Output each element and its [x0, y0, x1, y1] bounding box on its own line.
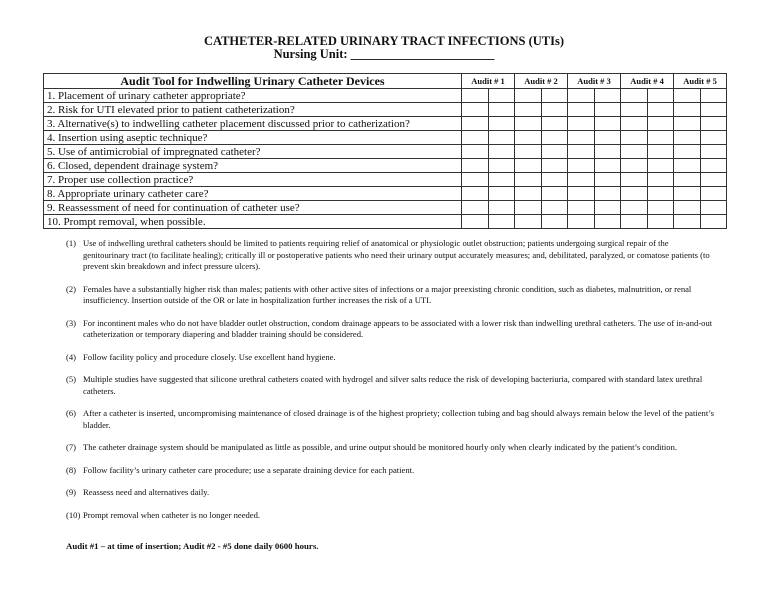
- audit-answer-cell[interactable]: [488, 173, 515, 187]
- audit-answer-cell[interactable]: [647, 103, 674, 117]
- audit-answer-cell[interactable]: [568, 201, 595, 215]
- note-number: (1): [66, 238, 77, 248]
- audit-answer-cell[interactable]: [541, 159, 568, 173]
- audit-answer-cell[interactable]: [541, 215, 568, 229]
- audit-answer-cell[interactable]: [621, 187, 648, 201]
- audit-1-header: Audit # 1: [462, 74, 515, 89]
- question-cell: 7. Proper use collection practice?: [44, 173, 462, 187]
- audit-answer-cell[interactable]: [700, 215, 727, 229]
- audit-answer-cell[interactable]: [541, 89, 568, 103]
- note-item: [66, 238, 716, 273]
- audit-answer-cell[interactable]: [541, 117, 568, 131]
- audit-answer-cell[interactable]: [462, 117, 489, 131]
- table-row: [44, 215, 727, 229]
- note-text: For incontinent males who do not have bladder outlet obstruction, condom drainage appears to be associated with a lower risk than indwelling urethral catheters. The use of in-and-out catheterization or temporary diapering and bladder training should be considered.: [83, 317, 713, 339]
- question-cell: 6. Closed, dependent drainage system?: [44, 159, 462, 173]
- note-text: The catheter drainage system should be manipulated as little as possible, and urine output should be monitored hourly only when clearly indicated by the patient’s condition.: [83, 442, 678, 452]
- note-number: (3): [66, 317, 77, 328]
- audit-answer-cell[interactable]: [568, 145, 595, 159]
- audit-schedule-note: Audit #1 – at time of insertion; Audit #2 - #5 done daily 0600 hours.: [66, 541, 319, 551]
- audit-answer-cell[interactable]: [647, 215, 674, 229]
- note-item: [66, 442, 716, 454]
- note-item: [66, 465, 716, 477]
- audit-answer-cell[interactable]: [462, 173, 489, 187]
- audit-answer-cell[interactable]: [515, 173, 542, 187]
- note-text: Follow facility’s urinary catheter care procedure; use a separate draining device for each patient.: [83, 464, 415, 475]
- table-row: [44, 159, 727, 173]
- table-row: [44, 187, 727, 201]
- note-text: Multiple studies have suggested that silicone urethral catheters coated with hydrogel and silver salts reduce the risk of developing bacteriuria, compared with standard latex urethral catheters.: [83, 374, 703, 396]
- question-cell: 4. Insertion using aseptic technique?: [44, 131, 462, 145]
- audit-answer-cell[interactable]: [488, 201, 515, 215]
- audit-answer-cell[interactable]: [700, 131, 727, 145]
- audit-answer-cell[interactable]: [488, 159, 515, 173]
- audit-answer-cell[interactable]: [594, 117, 621, 131]
- audit-answer-cell[interactable]: [462, 187, 489, 201]
- audit-answer-cell[interactable]: [674, 117, 701, 131]
- audit-answer-cell[interactable]: [515, 131, 542, 145]
- audit-answer-cell[interactable]: [647, 145, 674, 159]
- question-cell: 2. Risk for UTI elevated prior to patient catheterization?: [44, 103, 462, 117]
- note-item: [66, 487, 716, 499]
- question-cell: 8. Appropriate urinary catheter care?: [44, 187, 462, 201]
- audit-answer-cell[interactable]: [541, 173, 568, 187]
- audit-answer-cell[interactable]: [515, 159, 542, 173]
- question-cell: 3. Alternative(s) to indwelling catheter placement discussed prior to catherization?: [44, 117, 462, 131]
- audit-answer-cell[interactable]: [488, 145, 515, 159]
- audit-answer-cell[interactable]: [462, 145, 489, 159]
- audit-answer-cell[interactable]: [700, 145, 727, 159]
- audit-answer-cell[interactable]: [515, 187, 542, 201]
- audit-answer-cell[interactable]: [488, 117, 515, 131]
- audit-answer-cell[interactable]: [515, 103, 542, 117]
- table-title: Audit Tool for Indwelling Urinary Catheter Devices: [44, 74, 462, 89]
- audit-answer-cell[interactable]: [488, 215, 515, 229]
- note-number: (4): [66, 351, 77, 362]
- note-item: [66, 408, 716, 431]
- audit-3-header: Audit # 3: [568, 74, 621, 89]
- nursing-unit-line: Nursing Unit: _______________________: [273, 47, 495, 61]
- audit-answer-cell[interactable]: [674, 131, 701, 145]
- audit-answer-cell[interactable]: [462, 215, 489, 229]
- audit-answer-cell[interactable]: [462, 159, 489, 173]
- audit-answer-cell[interactable]: [462, 103, 489, 117]
- audit-answer-cell[interactable]: [488, 187, 515, 201]
- question-cell: 5. Use of antimicrobial of impregnated catheter?: [44, 145, 462, 159]
- note-text: Use of indwelling urethral catheters should be limited to patients requiring relief of anatomical or physiologic outlet obstruction; patients undergoing surgical repair of the genitourinary tract (to facilitate healing); critically ill or postoperative patients who need their urinary output accurately measures; and, debilitated, paralyzed, or comatose patients (to prevent skin breakdown and infect pressure ulcers).: [83, 238, 710, 271]
- note-number: (2): [66, 283, 77, 294]
- note-number: (6): [66, 408, 77, 418]
- note-text: Reassess need and alternatives daily.: [83, 487, 210, 497]
- audit-answer-cell[interactable]: [488, 103, 515, 117]
- question-cell: 10. Prompt removal, when possible.: [44, 215, 462, 229]
- note-text: Follow facility policy and procedure closely. Use excellent hand hygiene.: [83, 351, 336, 362]
- audit-answer-cell[interactable]: [541, 201, 568, 215]
- audit-answer-cell[interactable]: [594, 201, 621, 215]
- audit-answer-cell[interactable]: [647, 159, 674, 173]
- audit-answer-cell[interactable]: [647, 89, 674, 103]
- audit-answer-cell[interactable]: [541, 187, 568, 201]
- audit-answer-cell[interactable]: [568, 103, 595, 117]
- note-item: [66, 510, 716, 522]
- audit-answer-cell[interactable]: [647, 187, 674, 201]
- audit-answer-cell[interactable]: [488, 89, 515, 103]
- audit-answer-cell[interactable]: [700, 159, 727, 173]
- audit-answer-cell[interactable]: [674, 103, 701, 117]
- audit-answer-cell[interactable]: [647, 173, 674, 187]
- audit-answer-cell[interactable]: [621, 145, 648, 159]
- note-item: [66, 318, 716, 341]
- note-text: Prompt removal when catheter is no longer needed.: [83, 509, 261, 520]
- audit-answer-cell[interactable]: [700, 201, 727, 215]
- audit-answer-cell[interactable]: [674, 201, 701, 215]
- audit-answer-cell[interactable]: [462, 89, 489, 103]
- audit-answer-cell[interactable]: [568, 89, 595, 103]
- audit-answer-cell[interactable]: [674, 145, 701, 159]
- audit-answer-cell[interactable]: [515, 117, 542, 131]
- audit-answer-cell[interactable]: [621, 117, 648, 131]
- audit-answer-cell[interactable]: [621, 215, 648, 229]
- note-text: After a catheter is inserted, uncompromising maintenance of closed drainage is of the highest propriety; collection tubing and bag should always remain below the level of the patient’s bladder.: [83, 408, 714, 430]
- audit-answer-cell[interactable]: [515, 145, 542, 159]
- note-number: (10): [66, 509, 81, 520]
- audit-answer-cell[interactable]: [541, 103, 568, 117]
- audit-answer-cell[interactable]: [541, 145, 568, 159]
- audit-answer-cell[interactable]: [621, 173, 648, 187]
- audit-answer-cell[interactable]: [647, 201, 674, 215]
- audit-answer-cell[interactable]: [700, 89, 727, 103]
- audit-answer-cell[interactable]: [568, 131, 595, 145]
- audit-answer-cell[interactable]: [700, 187, 727, 201]
- note-item: [66, 352, 716, 364]
- audit-5-header: Audit # 5: [674, 74, 727, 89]
- audit-answer-cell[interactable]: [594, 159, 621, 173]
- document-title: CATHETER-RELATED URINARY TRACT INFECTIONS (UTIs): [203, 34, 565, 48]
- audit-4-header: Audit # 4: [621, 74, 674, 89]
- table-row: [44, 201, 727, 215]
- audit-answer-cell[interactable]: [594, 145, 621, 159]
- audit-answer-cell[interactable]: [674, 173, 701, 187]
- audit-answer-cell[interactable]: [462, 201, 489, 215]
- audit-answer-cell[interactable]: [568, 117, 595, 131]
- audit-answer-cell[interactable]: [594, 103, 621, 117]
- audit-answer-cell[interactable]: [700, 103, 727, 117]
- audit-answer-cell[interactable]: [647, 131, 674, 145]
- table-row: [44, 117, 727, 131]
- note-number: (5): [66, 374, 77, 384]
- audit-answer-cell[interactable]: [462, 131, 489, 145]
- audit-answer-cell[interactable]: [674, 159, 701, 173]
- note-item: [66, 374, 716, 397]
- audit-answer-cell[interactable]: [594, 89, 621, 103]
- audit-answer-cell[interactable]: [700, 173, 727, 187]
- table-row: [44, 145, 727, 159]
- audit-answer-cell[interactable]: [674, 89, 701, 103]
- audit-answer-cell[interactable]: [594, 131, 621, 145]
- audit-table: [43, 73, 727, 229]
- audit-answer-cell[interactable]: [568, 173, 595, 187]
- audit-answer-cell[interactable]: [515, 215, 542, 229]
- table-row: [44, 173, 727, 187]
- audit-answer-cell[interactable]: [621, 201, 648, 215]
- audit-answer-cell[interactable]: [674, 215, 701, 229]
- audit-answer-cell[interactable]: [515, 89, 542, 103]
- audit-answer-cell[interactable]: [594, 187, 621, 201]
- audit-answer-cell[interactable]: [621, 103, 648, 117]
- note-number: (9): [66, 487, 77, 497]
- table-row: [44, 103, 727, 117]
- audit-answer-cell[interactable]: [621, 159, 648, 173]
- audit-answer-cell[interactable]: [568, 159, 595, 173]
- note-number: (8): [66, 464, 77, 475]
- audit-answer-cell[interactable]: [568, 187, 595, 201]
- audit-answer-cell[interactable]: [594, 173, 621, 187]
- note-text: Females have a substantially higher risk than males; patients with other active sites of infections or a major preexisting chronic condition, such as diabetes, malnutrition, or renal insufficiency. Insertion outside of the OR or late in hospitalization further increases the risk of a UTI.: [83, 283, 692, 305]
- audit-answer-cell[interactable]: [700, 117, 727, 131]
- question-cell: 1. Placement of urinary catheter appropriate?: [44, 89, 462, 103]
- audit-answer-cell[interactable]: [541, 131, 568, 145]
- audit-answer-cell[interactable]: [647, 117, 674, 131]
- table-row: [44, 131, 727, 145]
- note-number: (7): [66, 442, 77, 452]
- audit-2-header: Audit # 2: [515, 74, 568, 89]
- notes-list: [66, 238, 716, 532]
- audit-answer-cell[interactable]: [594, 215, 621, 229]
- audit-answer-cell[interactable]: [568, 215, 595, 229]
- table-header-row: [44, 74, 727, 89]
- table-row: [44, 89, 727, 103]
- audit-answer-cell[interactable]: [621, 89, 648, 103]
- question-cell: 9. Reassessment of need for continuation of catheter use?: [44, 201, 462, 215]
- audit-answer-cell[interactable]: [621, 131, 648, 145]
- audit-answer-cell[interactable]: [515, 201, 542, 215]
- audit-answer-cell[interactable]: [674, 187, 701, 201]
- note-item: [66, 284, 716, 307]
- audit-answer-cell[interactable]: [488, 131, 515, 145]
